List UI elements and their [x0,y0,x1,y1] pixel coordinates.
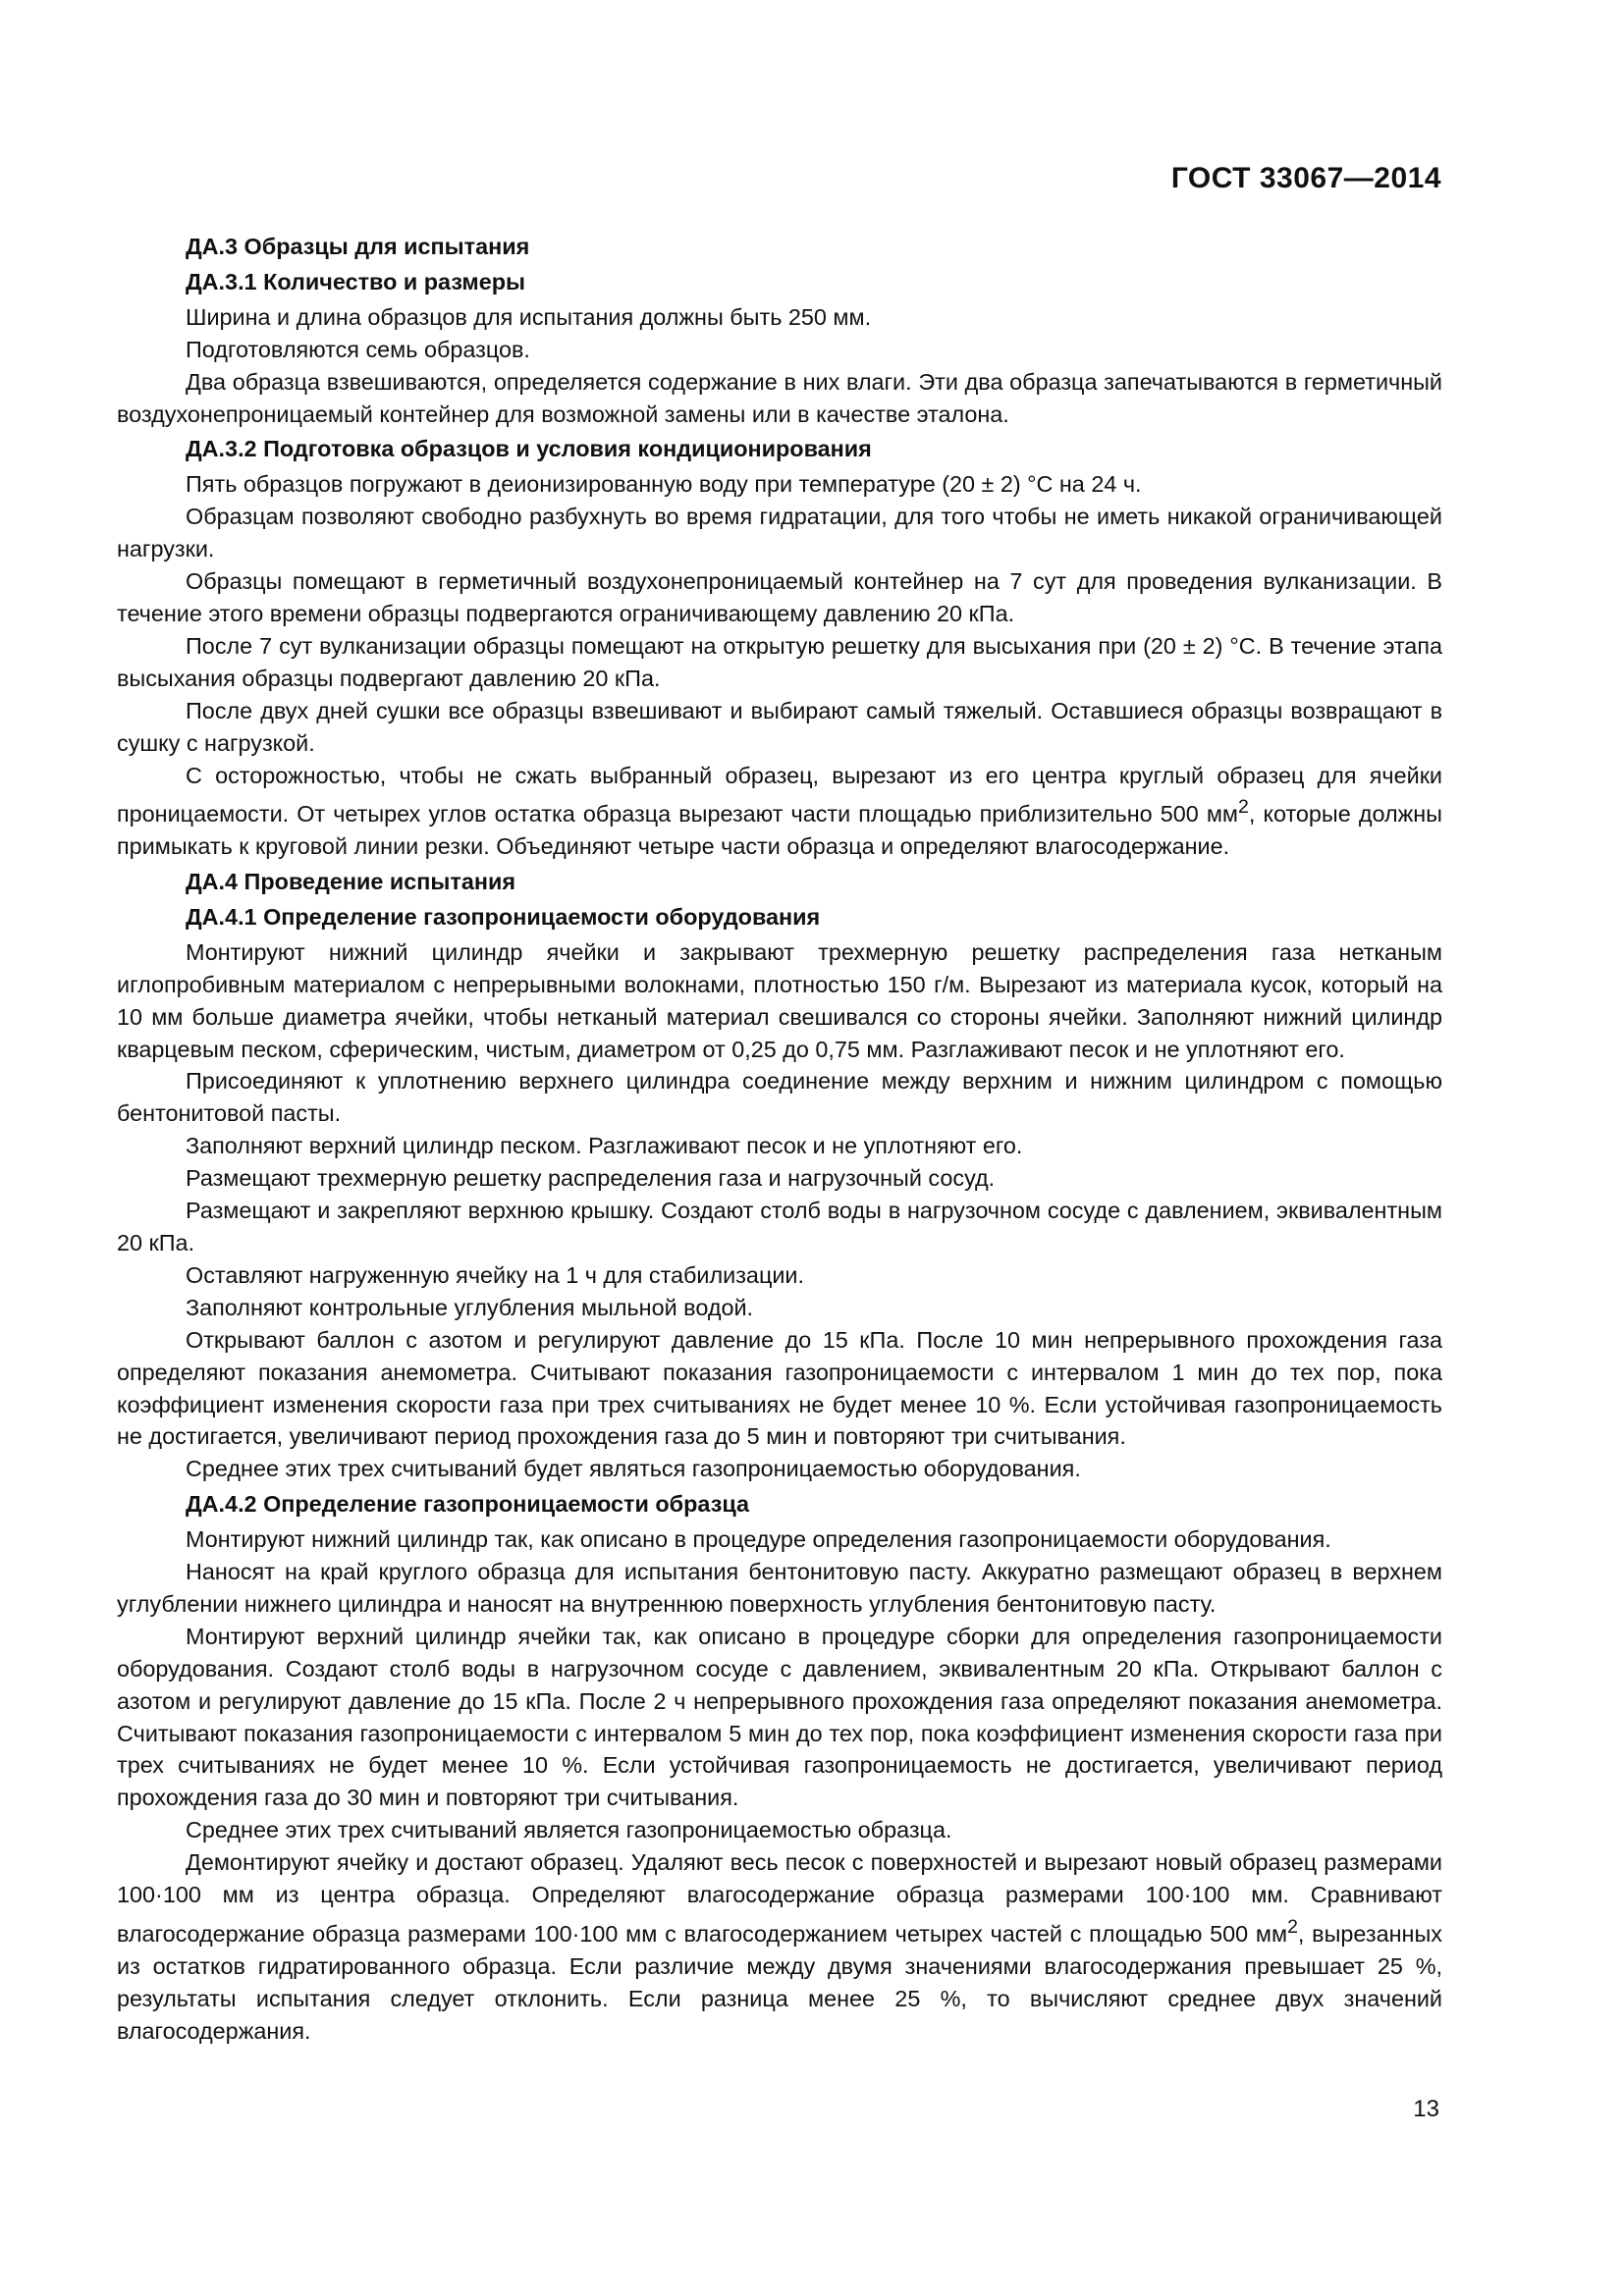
superscript: 2 [1238,796,1249,819]
paragraph: Размещают трехмерную решетку распределения газа и нагрузочный сосуд. [186,1165,996,1192]
paragraph [117,1846,1442,2047]
document-body [117,228,1442,2047]
paragraph: Образцы помещают в герметичный воздухонепроницаемый контейнер на 7 сут для проведения вулканизации. В течение этого времени образцы подвергаются ограничивающему давлению 20 кПа. [117,568,1442,626]
subsection-heading-da3-2: ДА.3.2 Подготовка образцов и условия кондиционирования [186,436,872,462]
paragraph: После двух дней сушки все образцы взвешивают и выбирают самый тяжелый. Оставшиеся образцы возвращают в сушку с нагрузкой. [117,697,1442,756]
paragraph: Два образца взвешиваются, определяется содержание в них влаги. Эти два образца запечатываются в герметичный воздухонепроницаемый контейнер для возможной замены или в качестве эталона. [117,368,1442,427]
paragraph: После 7 сут вулканизации образцы помещают на открытую решетку для высыхания при (20 ± 2) °С. В течение этапа высыхания образцы подвергают давлению 20 кПа. [117,632,1442,691]
paragraph: Пять образцов погружают в деионизированную воду при температуре (20 ± 2) °С на 24 ч. [186,471,1142,498]
document-header: ГОСТ 33067—2014 [1170,162,1441,194]
paragraph [117,760,1442,864]
subsection-heading-da3-1: ДА.3.1 Количество и размеры [186,268,525,294]
section-heading-da4: ДА.4 Проведение испытания [186,869,516,895]
superscript: 2 [1287,1916,1298,1939]
paragraph: Наносят на край круглого образца для испытания бентонитовую пасту. Аккуратно размещают образец в верхнем углублении нижнего цилиндра и наносят на внутреннюю поверхность углубления бентонитовую пасту. [117,1559,1442,1617]
paragraph: Монтируют верхний цилиндр ячейки так, как описано в процедуре сборки для определения газопроницаемости оборудования. Создают столб воды в нагрузочном сосуде с давлением, эквивалентным 20 кПа. Открывают баллон с азотом и регулируют давление до 15 кПа. После 2 ч непрерывного прохождения газа определяют показания анемометра. Считывают показания газопроницаемости с интервалом 5 мин до тех пор, пока коэффициент изменения скорости газа при трех считываниях не будет менее 10 %. Если устойчивая газопроницаемость не достигается, увеличивают период прохождения газа до 30 мин и повторяют три считывания. [117,1623,1442,1811]
subsection-heading-da4-2: ДА.4.2 Определение газопроницаемости образца [186,1491,750,1518]
text-run: Демонтируют ячейку и достают образец. Удаляют весь песок с поверхностей и вырезают новый образец размерами 100·100 мм из центра образца. Определяют влагосодержание образца размерами 100·100 мм. Сравнивают влагосодержание образца размерами 100·100 мм с влагосодержанием четырех частей с площадью 500 мм [117,1849,1442,1947]
paragraph: Среднее этих трех считываний будет являться газопроницаемостью оборудования. [186,1456,1081,1482]
paragraph: Оставляют нагруженную ячейку на 1 ч для стабилизации. [186,1261,804,1288]
subsection-heading-da4-1: ДА.4.1 Определение газопроницаемости оборудования [186,903,821,930]
text-run: , которые должны примыкать к круговой линии резки. Объединяют четыре части образца и определяют влагосодержание. [117,801,1442,860]
paragraph: Монтируют нижний цилиндр так, как описано в процедуре определения газопроницаемости оборудования. [186,1526,1331,1553]
paragraph: Подготовляются семь образцов. [186,336,530,362]
text-run: С осторожностью, чтобы не сжать выбранный образец, вырезают из его центра круглый образец для ячейки проницаемости. От четырех углов остатка образца вырезают части площадью приблизительно 500 мм [117,762,1442,828]
paragraph: Размещают и закрепляют верхнюю крышку. Создают столб воды в нагрузочном сосуде с давлением, эквивалентным 20 кПа. [117,1198,1442,1255]
section-heading-da3: ДА.3 Образцы для испытания [186,234,530,259]
paragraph: Образцам позволяют свободно разбухнуть во время гидратации, для того чтобы не иметь никакой ограничивающей нагрузки. [117,504,1442,562]
paragraph: Ширина и длина образцов для испытания должны быть 250 мм. [186,303,872,330]
paragraph: Монтируют нижний цилиндр ячейки и закрывают трехмерную решетку распределения газа нетканым иглопробивным материалом с непрерывными волокнами, плотностью 150 г/м. Вырезают из материала кусок, который на 10 мм больше диаметра ячейки, чтобы нетканый материал свешивался со стороны ячейки. Заполняют нижний цилиндр кварцевым песком, сферическим, чистым, диаметром от 0,25 до 0,75 мм. Разглаживают песок и не уплотняют его. [117,938,1442,1062]
text-run: , вырезанных из остатков гидратированного образца. Если различие между двумя значениями влагосодержания превышает 25 %, результаты испытания следует отклонить. Если разница менее 25 %, то вычисляют среднее двух значений влагосодержания. [117,1920,1442,2044]
paragraph: Среднее этих трех считываний является газопроницаемостью образца. [186,1817,952,1843]
paragraph: Открывают баллон с азотом и регулируют давление до 15 кПа. После 10 мин непрерывного прохождения газа определяют показания анемометра. Считывают показания газопроницаемости с интервалом 1 мин до тех пор, пока коэффициент изменения скорости газа при трех считываниях не будет менее 10 %. Если устойчивая газопроницаемость не достигается, увеличивают период прохождения газа до 5 мин и повторяют три считывания. [117,1326,1442,1450]
paragraph: Присоединяют к уплотнению верхнего цилиндра соединение между верхним и нижним цилиндром с помощью бентонитовой пасты. [117,1068,1442,1127]
paragraph: Заполняют контрольные углубления мыльной водой. [186,1294,754,1320]
page-number: 13 [1413,2096,1439,2122]
paragraph: Заполняют верхний цилиндр песком. Разглаживают песок и не уплотняют его. [186,1133,1023,1159]
